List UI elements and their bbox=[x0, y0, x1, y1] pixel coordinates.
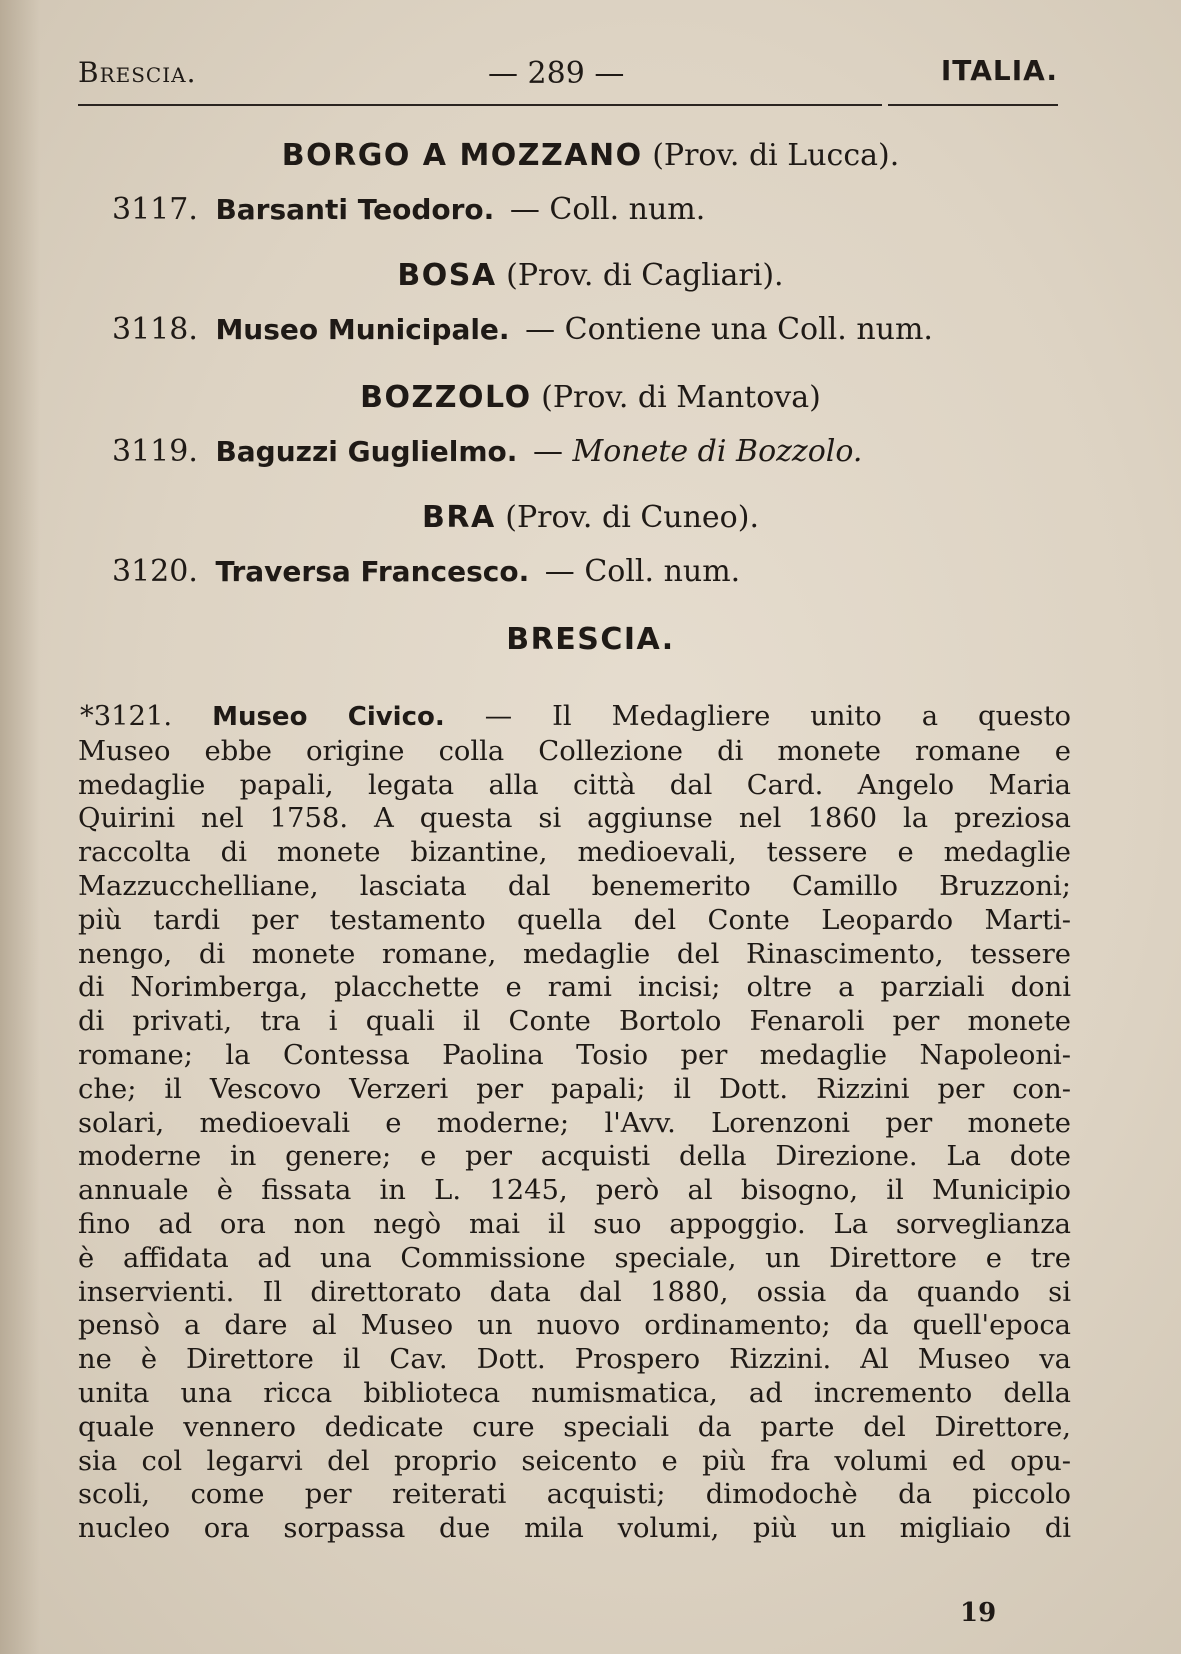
running-header bbox=[78, 52, 1058, 102]
body-line: medaglie papali, legata alla città dal Card. Angelo Maria bbox=[78, 769, 1071, 801]
page-footer-number: 19 bbox=[960, 1598, 997, 1628]
body-line: scoli, come per reiterati acquisti; dimodochè da piccolo bbox=[78, 1479, 1071, 1511]
body-line: più tardi per testamento quella del Conte Leopardo Marti- bbox=[78, 904, 1071, 936]
section-heading bbox=[0, 622, 1181, 657]
entry bbox=[112, 312, 933, 347]
body-line: Mazzucchelliane, lasciata dal benemerito Camillo Bruzzoni; bbox=[78, 870, 1071, 902]
header-rule bbox=[78, 104, 882, 106]
body-line: nucleo ora sorpassa due mila volumi, più un migliaio di bbox=[78, 1513, 1071, 1545]
body-line: pensò a dare al Museo un nuovo ordinamento; da quell'epoca bbox=[78, 1310, 1071, 1342]
province: (Prov. di Cagliari). bbox=[506, 258, 784, 293]
entry-name: Baguzzi Guglielmo. bbox=[215, 435, 518, 468]
place-name: BORGO A MOZZANO bbox=[281, 138, 643, 173]
entry-description: — Coll. num. bbox=[509, 192, 706, 227]
body-line bbox=[78, 700, 1071, 735]
province: (Prov. di Lucca). bbox=[652, 138, 900, 173]
body-line: unita una ricca biblioteca numismatica, ad incremento della bbox=[78, 1377, 1071, 1409]
body-line: inservienti. Il direttorato data dal 1880, ossia da quando si bbox=[78, 1276, 1071, 1308]
section-heading bbox=[0, 138, 1181, 173]
body-text: — Il Medagliere unito a questo bbox=[484, 701, 1071, 732]
entry-name: Museo Municipale. bbox=[215, 313, 510, 346]
section-heading bbox=[0, 258, 1181, 293]
entry bbox=[112, 434, 862, 469]
header-rule-right bbox=[888, 104, 1058, 106]
entry-number: 3120. bbox=[112, 554, 198, 589]
body-line: ne è Direttore il Cav. Dott. Prospero Rizzini. Al Museo va bbox=[78, 1344, 1071, 1376]
place-name: BRESCIA. bbox=[506, 622, 675, 657]
entry-number: 3119. bbox=[112, 434, 198, 469]
entry-number: 3117. bbox=[112, 192, 198, 227]
entry-name: Museo Civico. bbox=[212, 702, 445, 732]
body-line: romane; la Contessa Paolina Tosio per medaglie Napoleoni- bbox=[78, 1039, 1071, 1071]
place-name: BRA bbox=[422, 500, 496, 535]
section-heading bbox=[0, 380, 1181, 415]
entry-description: — Contiene una Coll. num. bbox=[525, 312, 933, 347]
body-line: moderne in genere; e per acquisti della Direzione. La dote bbox=[78, 1141, 1071, 1173]
entry-name: Traversa Francesco. bbox=[215, 555, 530, 588]
place-name: BOSA bbox=[397, 258, 497, 293]
page-edge-shadow bbox=[0, 0, 40, 1654]
body-line: nengo, di monete romane, medaglie del Rinascimento, tessere bbox=[78, 938, 1071, 970]
body-line: è affidata ad una Commissione speciale, un Direttore e tre bbox=[78, 1242, 1071, 1274]
place-name: BOZZOLO bbox=[360, 380, 532, 415]
section-heading bbox=[0, 500, 1181, 535]
entry-number: *3121. bbox=[80, 701, 173, 732]
body-line: annuale è fissata in L. 1245, però al bisogno, il Municipio bbox=[78, 1175, 1071, 1207]
body-line: Quirini nel 1758. A questa si aggiunse nel 1860 la preziosa bbox=[78, 803, 1071, 835]
body-line: fino ad ora non negò mai il suo appoggio. La sorveglianza bbox=[78, 1208, 1071, 1240]
province: (Prov. di Cuneo). bbox=[505, 500, 759, 535]
entry-name: Barsanti Teodoro. bbox=[215, 193, 495, 226]
entry-dash: — bbox=[532, 434, 563, 469]
entry-description: — Coll. num. bbox=[544, 554, 741, 589]
body-line: raccolta di monete bizantine, medioevali, tessere e medaglie bbox=[78, 837, 1071, 869]
entry-body bbox=[78, 700, 1071, 1546]
entry-number: 3118. bbox=[112, 312, 198, 347]
entry bbox=[112, 192, 705, 227]
body-line: di Norimberga, placchette e rami incisi; oltre a parziali doni bbox=[78, 972, 1071, 1004]
body-line: sia col legarvi del proprio seicento e più fra volumi ed opu- bbox=[78, 1445, 1071, 1477]
entry-description-italic: Monete di Bozzolo. bbox=[572, 434, 863, 469]
header-page-number: — 289 — bbox=[488, 56, 625, 91]
header-right: ITALIA. bbox=[940, 54, 1058, 87]
body-line: Museo ebbe origine colla Collezione di monete romane e bbox=[78, 735, 1071, 767]
entry bbox=[112, 554, 740, 589]
province: (Prov. di Mantova) bbox=[541, 380, 821, 415]
body-line: quale vennero dedicate cure speciali da parte del Direttore, bbox=[78, 1411, 1071, 1443]
header-left: Brescia. bbox=[78, 56, 197, 89]
body-line: solari, medioevali e moderne; l'Avv. Lorenzoni per monete bbox=[78, 1107, 1071, 1139]
body-line: che; il Vescovo Verzeri per papali; il Dott. Rizzini per con- bbox=[78, 1073, 1071, 1105]
body-line: di privati, tra i quali il Conte Bortolo Fenaroli per monete bbox=[78, 1006, 1071, 1038]
